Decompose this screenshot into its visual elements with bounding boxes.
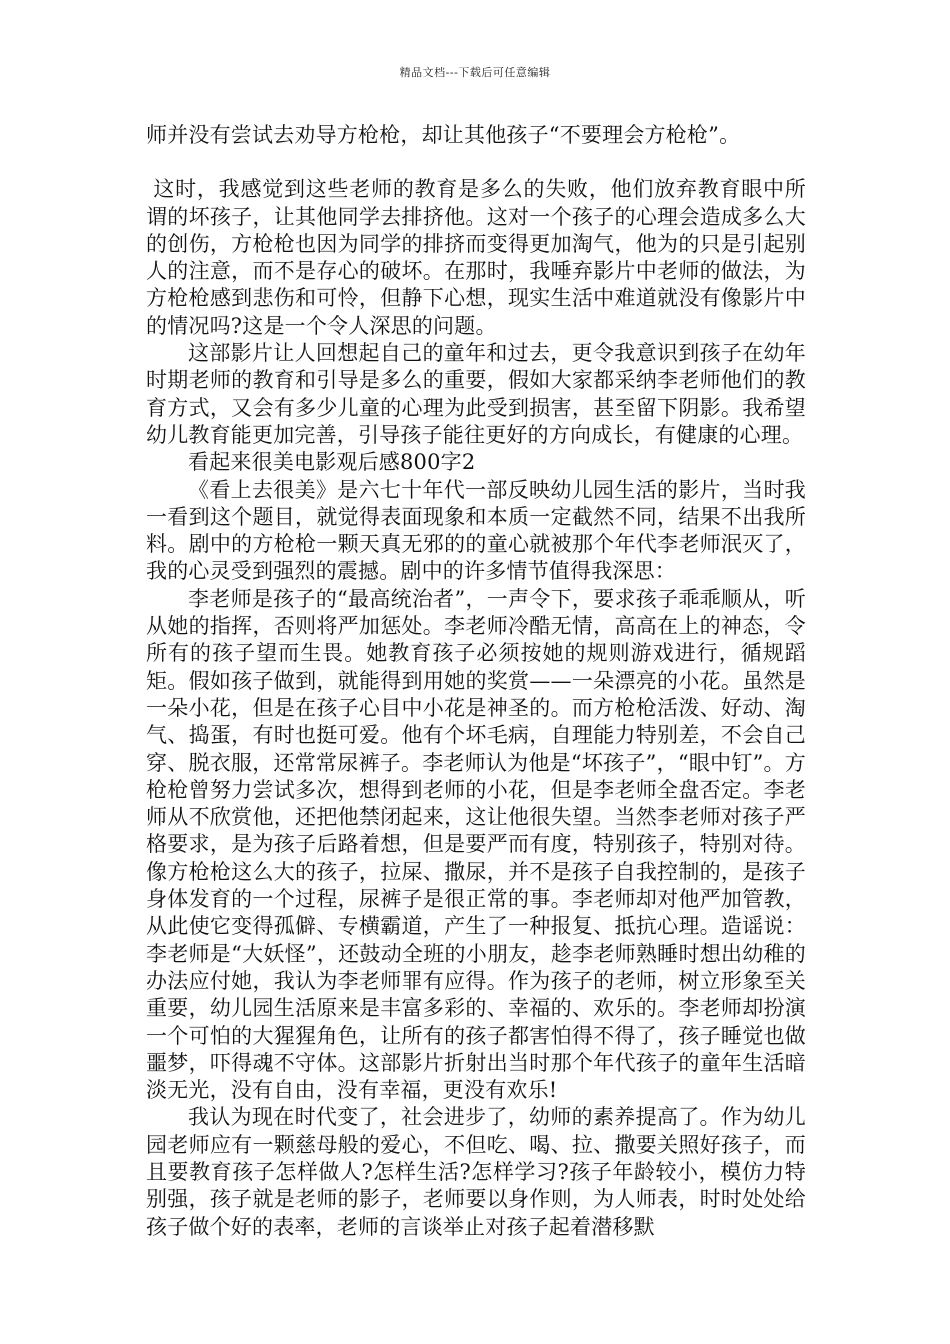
paragraph-continuation: 师并没有尝试去劝导方枪枪，却让其他孩子“不要理会方枪枪”。 xyxy=(146,123,741,147)
paragraph-conclusion: 这部影片让人回想起自己的童年和过去，更令我意识到孩子在幼年时期老师的教育和引导是多么的重要，假如大家都采纳李老师他们的教育方式，又会有多少儿童的心理为此受到损害，甚至留下阴影。我希望幼儿教育能更加完善，引导孩子能往更好的方向成长，有健康的心理。 xyxy=(146,341,806,447)
document-body xyxy=(146,122,806,1241)
paragraph-reflection: 这时，我感觉到这些老师的教育是多么的失败，他们放弃教育眼中所谓的坏孩子，让其他同学去排挤他。这对一个孩子的心理会造成多么大的创伤，方枪枪也因为同学的排挤而变得更加淘气，他为的只是引起别人的注意，而不是存心的破坏。在那时，我唾弃影片中老师的做法，为方枪枪感到悲伤和可怜，但静下心想，现实生活中难道就没有像影片中的情况吗?这是一个令人深思的问题。 xyxy=(146,177,806,338)
page-header: 精品文档---下载后可任意编辑 xyxy=(399,66,551,79)
section-title: 看起来很美电影观后感800字2 xyxy=(188,450,476,475)
paragraph-opinion: 我认为现在时代变了，社会进步了，幼师的素养提高了。作为幼儿园老师应有一颗慈母般的爱心，不但吃、喝、拉、撒要关照好孩子，而且要教育孩子怎样做人?怎样生活?怎样学习?孩子年龄较小，模仿力特别强，孩子就是老师的影子，老师要以身作则，为人师表，时时处处给孩子做个好的表率，老师的言谈举止对孩子起着潜移默 xyxy=(146,1105,806,1239)
paragraph-intro: 《看上去很美》是六七十年代一部反映幼儿园生活的影片，当时我一看到这个题目，就觉得表面现象和本质一定截然不同，结果不出我所料。剧中的方枪枪一颗天真无邪的的童心就被那个年代李老师泯灭了，我的心灵受到强烈的震撼。剧中的许多情节值得我深思： xyxy=(146,477,806,584)
paragraph-teacher-li: 李老师是孩子的“最高统治者”，一声令下，要求孩子乖乖顺从，听从她的指挥，否则将严加惩处。李老师冷酷无情，高高在上的神态，令所有的孩子望而生畏。她教育孩子必须按她的规则游戏进行，循规蹈矩。假如孩子做到，就能得到用她的奖赏——一朵漂亮的小花。虽然是一朵小花，但是在孩子心目中小花是神圣的。而方枪枪活泼、好动、淘气、捣蛋，有时也挺可爱。他有个坏毛病，自理能力特别差，不会自己穿、脱衣服，还常常尿裤子。李老师认为他是“坏孩子”，“眼中钉”。方枪枪曾努力尝试多次，想得到老师的小花，但是李老师全盘否定。李老师从不欣赏他，还把他禁闭起来，这让他很失望。当然李老师对孩子严格要求，是为孩子后路着想，但是要严而有度，特别孩子，特别对待。像方枪枪这么大的孩子，拉屎、撒尿，并不是孩子自我控制的，是孩子身体发育的一个过程，尿裤子是很正常的事。李老师却对他严加管教，从此使它变得孤僻、专横霸道，产生了一种报复、抵抗心理。造谣说：李老师是“大妖怪”，还鼓动全班的小朋友，趁李老师熟睡时想出幼稚的办法应付她，我认为李老师罪有应得。作为孩子的老师，树立形象至关重要，幼儿园生活原来是丰富多彩的、幸福的、欢乐的。李老师却扮演一个可怕的大猩猩角色，让所有的孩子都害怕得不得了，孩子睡觉也做噩梦，吓得魂不守体。这部影片折射出当时那个年代孩子的童年生活暗淡无光，没有自由，没有幸福，更没有欢乐! xyxy=(146,586,806,1103)
